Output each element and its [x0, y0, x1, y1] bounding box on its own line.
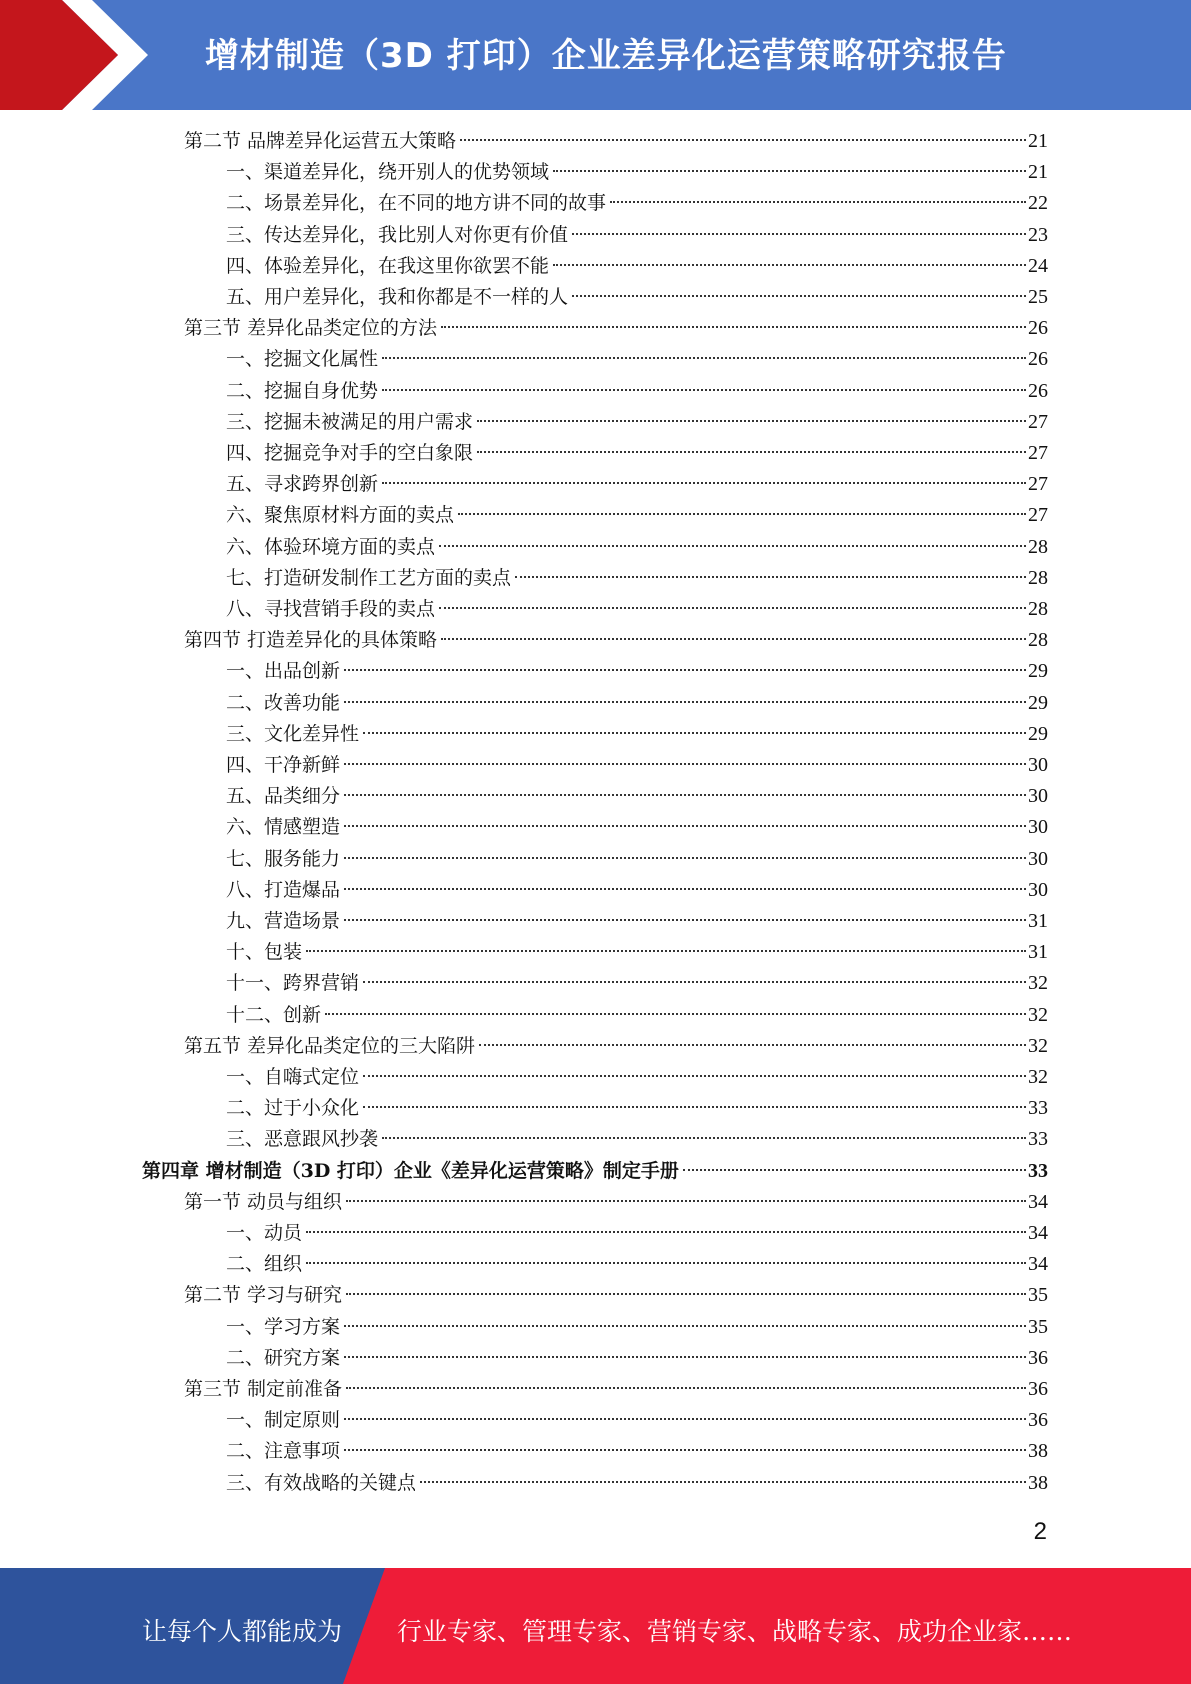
- toc-item[interactable]: [226, 1436, 1048, 1467]
- toc-entry-page: 24: [1028, 254, 1048, 277]
- toc-leader-dots: [363, 981, 1026, 983]
- toc-leader-dots: [344, 794, 1026, 796]
- toc-item[interactable]: [226, 594, 1048, 625]
- toc-leader-dots: [479, 1044, 1026, 1046]
- toc-entry-page: 26: [1028, 348, 1048, 371]
- toc-entry-title: 九、营造场景: [226, 910, 341, 932]
- header-banner: [0, 0, 1191, 110]
- toc-entry-title: 第二节 学习与研究: [184, 1284, 343, 1307]
- toc-leader-dots: [382, 482, 1026, 484]
- toc-item[interactable]: [226, 251, 1048, 282]
- toc-entry-title: 六、聚焦原材料方面的卖点: [226, 504, 455, 527]
- toc-leader-dots: [477, 420, 1026, 422]
- toc-entry-title: 三、文化差异性: [226, 722, 360, 745]
- toc-item[interactable]: [226, 656, 1048, 687]
- toc-item[interactable]: [226, 968, 1048, 999]
- footer-slogan-left: 让每个人都能成为: [142, 1617, 343, 1646]
- toc-entry-title: 一、出品创新: [226, 660, 341, 683]
- toc-entry-page: 28: [1028, 535, 1048, 558]
- toc-entry-title: 十、包装: [226, 941, 303, 964]
- toc-item[interactable]: [226, 844, 1048, 875]
- toc-item[interactable]: [226, 188, 1048, 219]
- toc-item[interactable]: [226, 220, 1048, 251]
- toc-item[interactable]: [226, 1000, 1048, 1031]
- toc-item[interactable]: [226, 376, 1048, 407]
- toc-item[interactable]: [226, 1343, 1048, 1374]
- toc-item[interactable]: [226, 1468, 1048, 1499]
- toc-item[interactable]: [226, 781, 1048, 812]
- toc-entry-page: 23: [1028, 223, 1048, 246]
- toc-entry-page: 34: [1028, 1222, 1048, 1244]
- toc-leader-dots: [306, 950, 1026, 952]
- toc-leader-dots: [344, 1325, 1026, 1327]
- toc-leader-dots: [344, 888, 1026, 890]
- toc-item[interactable]: [226, 563, 1048, 594]
- toc-entry-title: 二、改善功能: [226, 691, 341, 714]
- toc-leader-dots: [344, 919, 1026, 921]
- toc-leader-dots: [382, 357, 1026, 359]
- toc-entry-title: 第三节 差异化品类定位的方法: [184, 317, 438, 340]
- toc-leader-dots: [420, 1481, 1026, 1483]
- toc-leader-dots: [344, 857, 1026, 859]
- toc-entry-page: 34: [1028, 1253, 1048, 1276]
- toc-entry-page: 27: [1028, 442, 1048, 464]
- toc-leader-dots: [553, 170, 1026, 172]
- toc-item[interactable]: [226, 1312, 1048, 1343]
- toc-entry-page: 36: [1028, 1409, 1048, 1432]
- toc-entry-page: 36: [1028, 1346, 1048, 1369]
- toc-entry-title: 三、挖掘未被满足的用户需求: [226, 410, 474, 433]
- toc-leader-dots: [346, 1387, 1026, 1389]
- toc-leader-dots: [458, 513, 1026, 515]
- toc-item[interactable]: [226, 1124, 1048, 1155]
- toc-leader-dots: [344, 1449, 1026, 1451]
- toc-entry-title: 二、研究方案: [226, 1346, 341, 1369]
- toc-entry-title: 一、制定原则: [226, 1409, 341, 1432]
- toc-entry-page: 35: [1028, 1315, 1048, 1338]
- toc-entry-title: 二、组织: [226, 1253, 303, 1276]
- toc-entry-page: 30: [1028, 754, 1048, 776]
- toc-entry-title: 四、干净新鲜: [226, 754, 341, 776]
- toc-entry-page: 21: [1028, 130, 1048, 152]
- toc-leader-dots: [553, 264, 1026, 266]
- toc-leader-dots: [439, 607, 1026, 609]
- toc-entry-title: 八、打造爆品: [226, 878, 341, 901]
- toc-entry-page: 32: [1028, 972, 1048, 995]
- toc-leader-dots: [515, 576, 1026, 578]
- toc-entry-page: 33: [1028, 1128, 1048, 1151]
- toc-entry-title: 一、挖掘文化属性: [226, 348, 379, 371]
- toc-entry-page: 26: [1028, 317, 1048, 340]
- toc-entry-title: 二、场景差异化，在不同的地方讲不同的故事: [226, 192, 607, 215]
- toc-entry-page: 22: [1028, 192, 1048, 215]
- footer-slogan-right: 行业专家、管理专家、营销专家、战略专家、成功企业家……: [397, 1617, 1073, 1646]
- toc-entry-title: 七、打造研发制作工艺方面的卖点: [226, 566, 512, 589]
- toc-entry-page: 36: [1028, 1378, 1048, 1400]
- toc-item[interactable]: [226, 532, 1048, 563]
- toc-entry-page: 29: [1028, 660, 1048, 683]
- toc-entry-title: 三、有效战略的关键点: [226, 1471, 417, 1494]
- toc-entry-title: 五、品类细分: [226, 785, 341, 808]
- toc-section[interactable]: [184, 1374, 1048, 1405]
- toc-entry-page: 32: [1028, 1034, 1048, 1057]
- toc-entry-page: 33: [1028, 1159, 1048, 1182]
- toc-leader-dots: [363, 1075, 1026, 1077]
- toc-item[interactable]: [226, 937, 1048, 968]
- toc-item[interactable]: [226, 719, 1048, 750]
- toc-entry-title: 五、用户差异化，我和你都是不一样的人: [226, 286, 569, 308]
- toc-leader-dots: [344, 1418, 1026, 1420]
- toc-leader-dots: [477, 451, 1026, 453]
- toc-item[interactable]: [226, 1093, 1048, 1124]
- toc-leader-dots: [572, 233, 1026, 235]
- toc-item[interactable]: [226, 875, 1048, 906]
- toc-entry-page: 28: [1028, 629, 1048, 652]
- toc-section[interactable]: [184, 625, 1048, 656]
- toc-section[interactable]: [184, 1031, 1048, 1062]
- toc-entry-page: 27: [1028, 504, 1048, 527]
- toc-section[interactable]: [184, 313, 1048, 344]
- toc-leader-dots: [344, 1356, 1026, 1358]
- toc-entry-title: 一、渠道差异化，绕开别人的优势领域: [226, 161, 550, 184]
- toc-entry-page: 29: [1028, 691, 1048, 714]
- toc-entry-title: 第二节 品牌差异化运营五大策略: [184, 130, 457, 152]
- toc-leader-dots: [363, 1106, 1026, 1108]
- toc-leader-dots: [325, 1013, 1026, 1015]
- toc-entry-title: 一、学习方案: [226, 1315, 341, 1338]
- toc-section[interactable]: [184, 1280, 1048, 1311]
- toc-entry-title: 二、过于小众化: [226, 1097, 360, 1120]
- toc-leader-dots: [306, 1262, 1026, 1264]
- toc-leader-dots: [683, 1169, 1026, 1171]
- toc-leader-dots: [346, 1200, 1026, 1202]
- toc-entry-title: 第三节 制定前准备: [184, 1378, 343, 1400]
- toc-entry-page: 35: [1028, 1284, 1048, 1307]
- toc-item[interactable]: [226, 1249, 1048, 1280]
- toc-entry-page: 27: [1028, 473, 1048, 496]
- toc-leader-dots: [344, 701, 1026, 703]
- footer-banner: [0, 1568, 1191, 1684]
- toc-entry-page: 34: [1028, 1190, 1048, 1213]
- toc-entry-title: 八、寻找营销手段的卖点: [226, 598, 436, 620]
- toc-entry-page: 30: [1028, 816, 1048, 839]
- toc-entry-page: 31: [1028, 941, 1048, 964]
- toc-item[interactable]: [226, 1405, 1048, 1436]
- toc-item[interactable]: [226, 157, 1048, 188]
- toc-item[interactable]: [226, 1218, 1048, 1249]
- toc-section[interactable]: [184, 126, 1048, 157]
- toc-entry-title: 第五节 差异化品类定位的三大陷阱: [184, 1034, 476, 1057]
- toc-entry-page: 28: [1028, 566, 1048, 589]
- toc-item[interactable]: [226, 282, 1048, 313]
- toc-item[interactable]: [226, 812, 1048, 843]
- toc-entry-title: 三、传达差异化，我比别人对你更有价值: [226, 223, 569, 246]
- toc-entry-title: 六、体验环境方面的卖点: [226, 535, 436, 558]
- toc-entry-page: 31: [1028, 910, 1048, 932]
- toc-leader-dots: [441, 638, 1026, 640]
- toc-entry-page: 32: [1028, 1003, 1048, 1026]
- toc-leader-dots: [344, 763, 1026, 765]
- toc-item[interactable]: [226, 500, 1048, 531]
- toc-leader-dots: [363, 732, 1026, 734]
- toc-item[interactable]: [226, 906, 1048, 937]
- toc-entry-page: 30: [1028, 847, 1048, 870]
- toc-entry-title: 第四节 打造差异化的具体策略: [184, 629, 438, 652]
- toc-entry-page: 27: [1028, 410, 1048, 433]
- toc-item[interactable]: [226, 750, 1048, 781]
- toc-entry-title: 五、寻求跨界创新: [226, 473, 379, 496]
- toc-leader-dots: [344, 825, 1026, 827]
- toc-entry-page: 32: [1028, 1066, 1048, 1088]
- document-title: 增材制造（3D 打印）企业差异化运营策略研究报告: [205, 36, 1007, 76]
- toc-entry-title: 十二、创新: [226, 1003, 322, 1026]
- toc-entry-title: 第一节 动员与组织: [184, 1190, 343, 1213]
- toc-item[interactable]: [226, 344, 1048, 375]
- toc-entry-title: 四、体验差异化，在我这里你欲罢不能: [226, 254, 550, 277]
- toc-entry-page: 30: [1028, 785, 1048, 808]
- toc-entry-page: 28: [1028, 598, 1048, 620]
- toc-leader-dots: [382, 1137, 1026, 1139]
- toc-entry-title: 二、挖掘自身优势: [226, 379, 379, 402]
- toc-entry-title: 十一、跨界营销: [226, 972, 360, 995]
- toc-entry-page: 25: [1028, 286, 1048, 308]
- toc-leader-dots: [344, 669, 1026, 671]
- toc-entry-page: 29: [1028, 722, 1048, 745]
- toc-entry-title: 四、挖掘竞争对手的空白象限: [226, 442, 474, 464]
- toc-item[interactable]: [226, 1062, 1048, 1093]
- toc-leader-dots: [346, 1293, 1026, 1295]
- toc-item[interactable]: [226, 469, 1048, 500]
- toc-leader-dots: [572, 295, 1026, 297]
- toc-entry-title: 一、自嗨式定位: [226, 1066, 360, 1088]
- toc-item[interactable]: [226, 688, 1048, 719]
- toc-entry-title: 一、动员: [226, 1222, 303, 1244]
- toc-leader-dots: [610, 201, 1026, 203]
- toc-entry-page: 26: [1028, 379, 1048, 402]
- toc-entry-title: 三、恶意跟风抄袭: [226, 1128, 379, 1151]
- toc-entry-page: 38: [1028, 1471, 1048, 1494]
- toc-leader-dots: [382, 389, 1026, 391]
- toc-entry-title: 七、服务能力: [226, 847, 341, 870]
- toc-item[interactable]: [226, 407, 1048, 438]
- toc-entry-title: 六、情感塑造: [226, 816, 341, 839]
- toc-leader-dots: [441, 326, 1026, 328]
- toc-leader-dots: [439, 545, 1026, 547]
- toc-entry-page: 21: [1028, 161, 1048, 184]
- toc-leader-dots: [306, 1231, 1026, 1233]
- toc-section[interactable]: [184, 1187, 1048, 1218]
- toc-leader-dots: [460, 139, 1026, 141]
- toc-item[interactable]: [226, 438, 1048, 469]
- toc-entry-page: 38: [1028, 1440, 1048, 1463]
- toc-entry-page: 33: [1028, 1097, 1048, 1120]
- toc-entry-title: 第四章 增材制造（3D 打印）企业《差异化运营策略》制定手册: [142, 1159, 679, 1182]
- toc-chapter[interactable]: [142, 1156, 1048, 1187]
- page-number: 2: [1033, 1518, 1047, 1545]
- toc-entry-title: 二、注意事项: [226, 1440, 341, 1463]
- toc-entry-page: 30: [1028, 878, 1048, 901]
